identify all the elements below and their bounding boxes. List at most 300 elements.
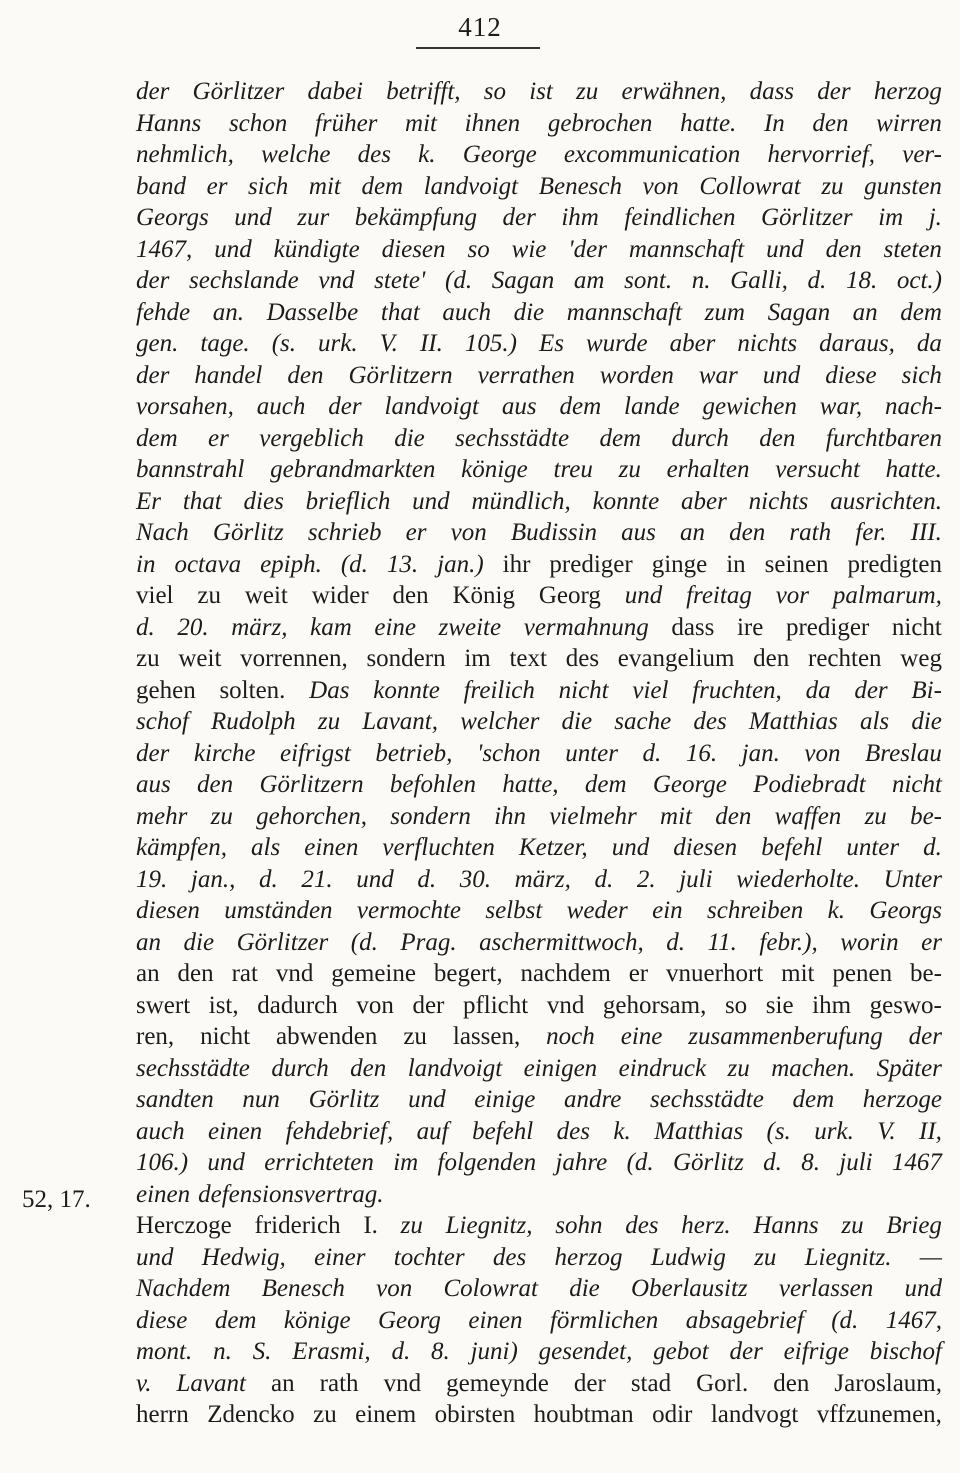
italic-word: einen [304,834,359,861]
italic-word: der [854,676,888,704]
italic-word: den [812,109,849,137]
italic-word: Das [309,676,350,704]
italic-word: am [573,267,605,294]
italic-word: viel [632,676,669,704]
italic-word: juni) [470,1338,518,1365]
italic-word: märz, [231,613,288,641]
italic-word: vorsahen, [136,393,234,420]
italic-word: jan.) [437,550,484,578]
roman-word: ire [736,613,764,641]
italic-word: umständen [224,897,333,924]
text-line [136,1399,942,1431]
italic-word: stete' [374,267,426,294]
italic-word: und [234,204,272,231]
text-line [136,1305,942,1337]
italic-word: eifrigst [279,739,351,767]
italic-word: Matthias [748,708,838,735]
text-line [136,1147,942,1179]
italic-word: die [513,298,545,326]
italic-word: kündigte [273,235,360,263]
roman-word: seinen [764,550,829,578]
italic-word: dem [900,298,942,326]
italic-word: V. [379,330,398,357]
italic-word: juli [839,1149,873,1176]
roman-word: gehorsam, [602,991,707,1019]
italic-word: d. [763,1149,782,1176]
italic-word: einen [208,1117,263,1145]
italic-word: folgenden [437,1149,537,1176]
italic-word: mit [308,172,341,200]
italic-word: George [462,141,537,168]
italic-word: wie [511,235,547,263]
italic-word: nun [242,1086,280,1113]
roman-word: der [573,1369,606,1397]
italic-word: Ludwig [650,1243,726,1271]
text-line [136,1336,942,1368]
roman-word: weit [178,645,222,672]
italic-word: von [804,739,841,767]
header-rule [416,47,540,49]
italic-word: des [357,141,391,168]
italic-word: Ketzer, [518,834,588,861]
italic-word: auch [256,393,306,420]
italic-word: Sagan [491,267,555,294]
italic-word: verlassen [778,1275,874,1302]
italic-word: eifrige [783,1338,849,1365]
italic-word: vergeblich [259,424,364,452]
italic-word: der [729,1338,763,1365]
italic-word: verfluchten [382,834,495,861]
text-line [136,832,942,864]
italic-word: Oberlausitz [630,1275,748,1302]
italic-word: vor [775,582,810,609]
italic-word: Hedwig, [201,1243,286,1271]
italic-word: that [380,298,420,326]
italic-word: Unter [883,865,942,893]
roman-word: predigten [847,550,942,578]
italic-word: selbst [485,897,543,924]
italic-word: Liegnitz, [445,1212,533,1239]
italic-word: schon [228,109,288,137]
italic-word: d. [807,267,827,294]
italic-word: S. [252,1338,272,1365]
roman-word: sie [765,991,794,1019]
italic-word: die [183,928,215,956]
roman-word: vnd [546,991,585,1019]
italic-word: der [136,361,170,389]
italic-word: des [693,708,727,735]
italic-word: ihm [561,204,599,231]
italic-word: dem [136,424,178,452]
italic-word: und [136,1243,174,1271]
italic-word: oct.) [896,267,942,294]
italic-word: tochter [393,1243,465,1271]
italic-word: die [569,1275,600,1302]
italic-word: wirren [876,109,942,137]
italic-word: den [197,771,234,798]
italic-word: 1467 [891,1149,942,1176]
italic-word: 13. [386,550,419,578]
italic-word: machen. [771,1054,856,1082]
text-line [136,328,942,360]
italic-word: konnte [592,487,660,515]
text-line [136,517,942,549]
text-line [136,202,942,234]
italic-word: dem [584,771,627,798]
italic-word: ihnen [464,109,521,137]
italic-word: 21. [301,865,333,893]
italic-word: zu [400,1212,423,1239]
italic-word: (d. [445,267,473,294]
italic-word: fehde [136,298,191,326]
italic-word: Georgs [136,204,209,231]
italic-word: defensionsvertrag. [198,1180,384,1208]
roman-word: an [271,1369,295,1397]
italic-word: lande [624,393,680,420]
italic-word: furchtbaren [825,424,942,452]
italic-word: war [698,361,738,389]
text-line [136,454,942,486]
italic-word: Sagan [767,298,831,326]
italic-word: herzoge [862,1086,942,1113]
italic-word: Görlitz [672,1149,744,1176]
roman-word: mit [781,960,815,987]
italic-word: der [136,739,170,767]
italic-word: III. [910,519,942,546]
text-line [136,769,942,801]
italic-word: von [642,172,679,200]
italic-word: 'schon [476,739,541,767]
italic-word: zu [864,802,887,830]
italic-word: (s. [271,330,296,357]
italic-word: und [214,235,252,263]
text-line [136,391,942,423]
text-line [136,265,942,297]
text-line [136,171,942,203]
page-number: 412 [458,12,502,42]
roman-word: obirsten [434,1401,516,1428]
roman-word: herrn [136,1401,189,1428]
italic-word: Lavant, [362,708,438,735]
italic-word: vnd [318,267,355,294]
roman-word: geswo- [869,991,942,1019]
roman-word: viel [136,582,174,609]
italic-word: Lavant [176,1369,246,1397]
italic-word: und [624,582,663,609]
italic-word: früher [314,109,378,137]
text-line [136,139,942,171]
italic-word: an [852,298,878,326]
roman-word: rechten [808,645,882,672]
roman-word: zu [313,1401,337,1428]
italic-word: Colowrat [443,1275,538,1302]
italic-word: vermochte [356,897,462,924]
italic-word: der [817,78,851,105]
italic-word: konnte [373,676,440,704]
roman-word: weg [900,645,942,672]
roman-word: odir [652,1401,693,1428]
italic-word: er [921,928,942,956]
italic-word: und [356,865,394,893]
italic-word: feindlichen [624,204,736,231]
roman-word: der [412,991,445,1019]
italic-word: Benesch [538,172,623,200]
italic-word: mehr [136,802,188,830]
text-line [136,990,942,1022]
roman-word: den [753,645,790,672]
roman-word: rath [319,1369,359,1397]
italic-word: dem [792,1086,835,1113]
italic-word: worin [840,928,899,956]
italic-word: zu [317,708,341,735]
italic-word: an. [212,298,244,326]
italic-word: nichts [737,330,798,357]
italic-word: schrieb [307,519,382,546]
italic-word: wiederholte. [736,865,861,893]
italic-word: herzog [873,78,942,105]
italic-word: nehmlich, [136,141,234,168]
italic-word: und [766,235,804,263]
italic-word: Breslau [865,739,942,767]
italic-word: einen [468,1306,523,1334]
italic-word: mannschaft [566,298,683,326]
roman-word: dadurch [257,991,338,1019]
italic-word: Hanns [753,1212,819,1239]
text-line [136,108,942,140]
text-line [136,1116,942,1148]
roman-word: prediger [785,613,870,641]
roman-word: I. [363,1212,378,1239]
italic-word: Es [538,330,564,357]
italic-word: Nachdem [136,1275,231,1302]
roman-word: von [356,991,394,1019]
italic-word: n. [213,1338,232,1365]
italic-word: freilich [463,676,535,704]
text-line [136,297,942,329]
italic-word: er [206,172,228,200]
italic-word: d. [642,739,662,767]
italic-word: Rudolph [210,708,296,735]
italic-word: daraus, [819,330,895,357]
italic-word: zum [704,298,745,326]
italic-word: da [916,330,942,357]
italic-word: des [492,1243,527,1271]
italic-word: 16. [685,739,718,767]
italic-word: den [715,802,752,830]
italic-word: betrifft, [386,78,461,105]
italic-word: 11. [707,928,737,956]
roman-word: wider [311,582,369,609]
italic-word: des [625,1212,659,1239]
italic-word: octava [174,550,242,578]
italic-word: 106.) [136,1149,189,1176]
italic-word: auch [442,298,491,326]
roman-word: ist, [208,991,239,1019]
italic-word: rath [789,519,832,546]
italic-word: er [208,424,229,452]
roman-word: den [392,582,429,609]
italic-word: den [350,1054,387,1082]
italic-word: 1467, [136,235,193,263]
italic-word: sandten [136,1086,214,1113]
roman-word: vffzunemen, [816,1401,942,1428]
text-line [136,1273,942,1305]
italic-word: eine [374,613,416,641]
roman-word: ihr [502,550,531,578]
italic-word: sechslande [189,267,299,294]
italic-word: und [408,1086,446,1113]
italic-word: förmlichen [549,1306,659,1334]
italic-word: d. [923,834,942,861]
italic-word: welcher [460,708,540,735]
italic-word: febr.), [759,928,818,956]
roman-word: rat [231,960,258,987]
italic-word: an [680,519,706,546]
italic-word: dass [749,78,795,105]
italic-word: epiph. [260,550,322,578]
italic-word: und [762,361,801,389]
italic-word: that [182,487,222,515]
text-line [136,1084,942,1116]
italic-word: Matthias [654,1117,744,1145]
italic-word: diesen [136,897,200,924]
italic-word: mannschaft [628,235,745,263]
italic-word: urk. [318,330,358,357]
italic-word: waffen [774,802,842,830]
roman-word: friderich [254,1212,341,1239]
italic-word: schreiben [707,897,804,924]
italic-word: dies [243,487,284,515]
roman-word: zu [136,645,160,672]
roman-word: den [177,960,214,987]
italic-word: dem [559,393,602,420]
italic-word: auch [136,1117,185,1145]
italic-word: tage. [200,330,250,357]
italic-word: erwähnen, [621,78,727,105]
italic-word: zu [210,802,233,830]
italic-word: v. [136,1369,152,1397]
italic-word: zu [618,456,641,483]
italic-word: (d. [831,1306,859,1334]
roman-word: zu [403,1023,427,1050]
italic-word: kam [310,613,352,641]
italic-word: und [207,1149,245,1176]
italic-word: excommunication [563,141,741,168]
italic-word: gewichen [702,393,797,420]
italic-word: aber [669,330,716,357]
italic-word: weder [566,897,628,924]
text-line [136,1242,942,1274]
italic-word: sich [901,361,942,389]
italic-word: eindruck [618,1054,707,1082]
italic-word: und [904,1275,942,1302]
italic-word: einen [136,1180,191,1208]
text-line [136,234,942,266]
text-line [136,1179,942,1211]
roman-word: so [724,991,748,1019]
roman-word: Gorl. [696,1369,749,1397]
italic-word: Podiebradt [753,771,866,798]
italic-word: gebrandmarkten [270,456,436,483]
italic-word: ausrichten. [830,487,942,515]
italic-word: Hanns [136,109,202,137]
italic-word: Görlitzer [192,78,285,105]
roman-word: König [452,582,515,609]
italic-word: Brieg [886,1212,942,1239]
italic-word: mit [405,109,437,137]
italic-word: andre [563,1086,622,1113]
text-line [136,643,942,675]
text-line [136,580,942,612]
italic-word: als [859,708,890,735]
roman-word: sondern [366,645,446,672]
italic-word: 1467, [885,1306,942,1334]
italic-word: auf [416,1117,449,1145]
italic-word: urk. [814,1117,854,1145]
italic-word: welche [261,141,331,168]
italic-word: mit [660,802,692,830]
italic-word: d. [417,865,437,893]
italic-word: d. [258,865,278,893]
italic-word: schof [136,708,189,735]
italic-word: juli [679,865,713,893]
margin-note: 52, 17. [22,1186,91,1213]
italic-word: nach- [885,393,942,420]
italic-word: zu [821,172,844,200]
italic-word: versucht [775,456,860,483]
italic-word: worden [599,361,674,389]
roman-word: be- [910,960,942,987]
italic-word: den [287,361,324,389]
body-text [136,76,942,1431]
italic-word: fruchten, [692,676,782,704]
roman-word: solten. [219,676,286,704]
italic-word: zu [841,1212,864,1239]
italic-word: sich [248,172,289,200]
roman-word: begert, [433,960,503,987]
italic-word: sechsstädte [136,1054,250,1082]
italic-word: bannstrahl [136,456,245,483]
roman-word: landvogt [710,1401,799,1428]
italic-word: jan. [741,739,780,767]
roman-word: in [726,550,746,578]
italic-word: absagebrief [685,1306,804,1334]
italic-word: hatte. [885,456,942,483]
italic-word: der [136,267,170,294]
italic-word: Georgs [869,897,942,924]
italic-word: diesen [381,235,446,263]
italic-word: an [136,928,161,956]
italic-word: herz. [681,1212,731,1239]
roman-word: ginge [651,550,708,578]
italic-word: ist [529,78,553,105]
roman-word: vnd [275,960,314,987]
italic-word: und [611,834,650,861]
roman-word: vnuerhort [666,960,764,987]
italic-word: betrieb, [375,739,453,767]
italic-word: herzog [554,1243,623,1271]
italic-word: ihn [494,802,527,830]
italic-word: aschermittwoch, [479,928,644,956]
italic-word: jahre [555,1149,608,1176]
italic-word: freitag [686,582,752,609]
italic-word: dem [361,172,404,200]
italic-word: diese [825,361,877,389]
italic-word: handel [194,361,263,389]
italic-word: zweite [438,613,502,641]
italic-word: be- [910,802,942,830]
text-line [136,612,942,644]
